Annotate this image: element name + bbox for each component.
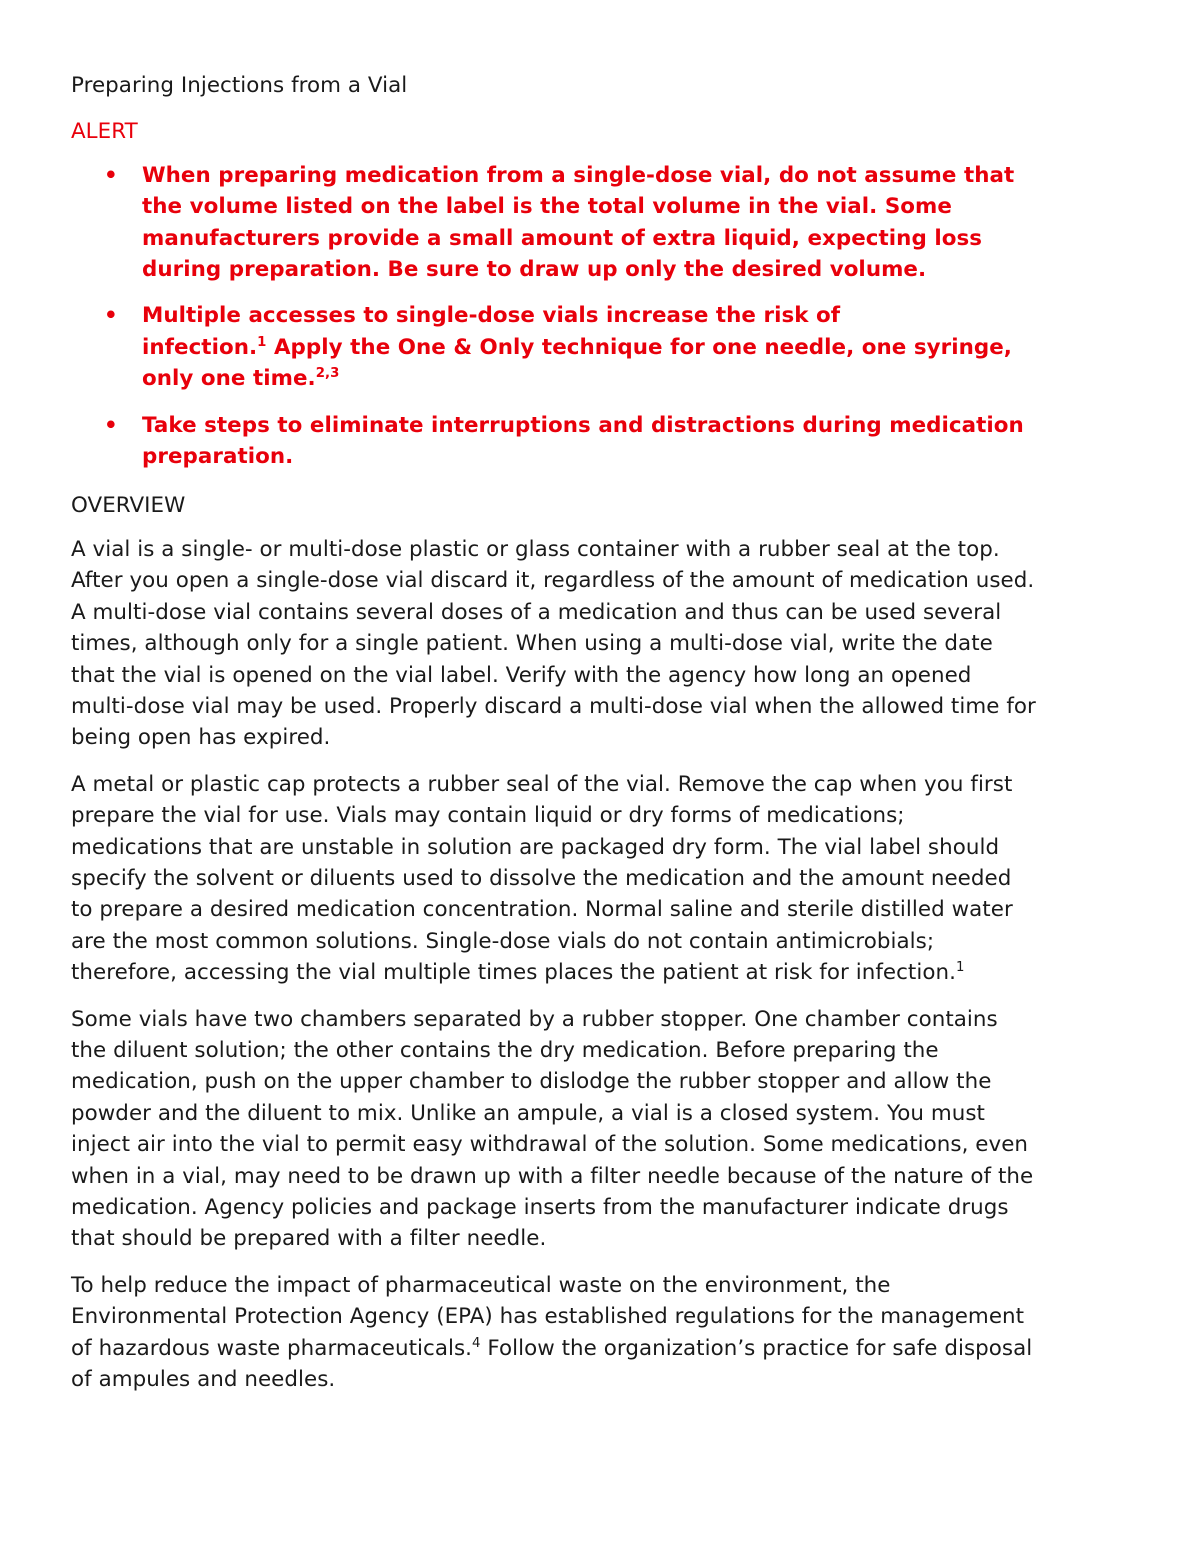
paragraph-line: medication. Agency policies and package inserts from the manufacturer indicate drugs <box>71 1195 1009 1220</box>
citation-superscript: 1 <box>257 334 267 350</box>
alert-line: Take steps to eliminate interruptions and distractions during medication <box>142 412 1024 438</box>
paragraph-line: medications that are unstable in solution are packaged dry form. The vial label should <box>71 834 1000 860</box>
paragraph-line: A vial is a single- or multi-dose plastic or glass container with a rubber seal at the top. <box>71 536 1000 562</box>
paragraph-vial-cap <box>71 769 1141 989</box>
paragraph-line: the diluent solution; the other contains the dry medication. Before preparing the <box>71 1037 939 1063</box>
citation-superscript: 1 <box>955 960 965 976</box>
document-page <box>71 70 1141 1410</box>
alert-line: during preparation. Be sure to draw up only the desired volume. <box>142 257 927 283</box>
alert-line: manufacturers provide a small amount of extra liquid, expecting loss <box>142 225 983 251</box>
alert-line: When preparing medication from a single-dose vial, do not assume that <box>142 162 1015 188</box>
bullet-icon: • <box>104 162 118 188</box>
citation-superscript: 2,3 <box>315 366 340 382</box>
paragraph-vial-types <box>71 534 1141 754</box>
alert-text: only one time. <box>142 366 316 392</box>
paragraph-line: multi-dose vial may be used. Properly discard a multi-dose vial when the allowed time for <box>71 693 1036 719</box>
alert-line: Multiple accesses to single-dose vials increase the risk of <box>142 303 841 329</box>
alert-text: Apply the One & Only technique for one needle, one syringe, <box>266 334 1012 360</box>
paragraph-text: of hazardous waste pharmaceuticals. <box>71 1335 473 1361</box>
paragraph-text: therefore, accessing the vial multiple times places the patient at risk for infection. <box>71 960 956 986</box>
document-title: Preparing Injections from a Vial <box>71 73 408 98</box>
alert-item <box>71 410 1141 473</box>
alert-line <box>142 332 1141 363</box>
alert-line <box>142 363 1141 394</box>
paragraph-line: Environmental Protection Agency (EPA) has established regulations for the management <box>71 1304 1025 1330</box>
paragraph-line: Some vials have two chambers separated by a rubber stopper. One chamber contains <box>71 1006 998 1032</box>
paragraph-line: are the most common solutions. Single-dose vials do not contain antimicrobials; <box>71 928 935 954</box>
paragraph-line: inject air into the vial to permit easy withdrawal of the solution. Some medications, even <box>71 1132 1029 1158</box>
paragraph-line: To help reduce the impact of pharmaceutical waste on the environment, the <box>71 1272 891 1298</box>
alert-label: ALERT <box>71 119 138 145</box>
paragraph-line: that the vial is opened on the vial label. Verify with the agency how long an opened <box>71 662 972 688</box>
paragraph-line <box>71 957 1141 988</box>
overview-heading: OVERVIEW <box>71 493 186 519</box>
paragraph-line: After you open a single-dose vial discard it, regardless of the amount of medication used. <box>71 568 1035 594</box>
paragraph-waste-disposal <box>71 1270 1141 1396</box>
paragraph-line: medication, push on the upper chamber to dislodge the rubber stopper and allow the <box>71 1069 992 1095</box>
paragraph-two-chambers <box>71 1004 1141 1255</box>
paragraph-line: prepare the vial for use. Vials may contain liquid or dry forms of medications; <box>71 803 905 829</box>
paragraph-line: when in a vial, may need to be drawn up with a filter needle because of the nature of the <box>71 1163 1034 1189</box>
alert-item <box>71 160 1141 286</box>
bullet-icon: • <box>104 303 118 329</box>
citation-superscript: 4 <box>472 1335 481 1351</box>
alert-line: preparation. <box>142 444 294 470</box>
alert-list <box>71 160 1141 473</box>
paragraph-text: Follow the organization’s practice for safe disposal <box>480 1335 1033 1361</box>
paragraph-line: of ampules and needles. <box>71 1367 336 1393</box>
alert-line: the volume listed on the label is the total volume in the vial. Some <box>142 194 952 220</box>
paragraph-line: powder and the diluent to mix. Unlike an ampule, a vial is a closed system. You must <box>71 1100 985 1126</box>
paragraph-line: A metal or plastic cap protects a rubber seal of the vial. Remove the cap when you first <box>71 771 1013 797</box>
paragraph-line: specify the solvent or diluents used to dissolve the medication and the amount needed <box>71 865 1012 891</box>
paragraph-line: that should be prepared with a filter needle. <box>71 1226 547 1252</box>
paragraph-line: to prepare a desired medication concentration. Normal saline and sterile distilled water <box>71 897 1013 923</box>
paragraph-line: being open has expired. <box>71 725 331 751</box>
paragraph-line <box>71 1333 1141 1364</box>
bullet-icon: • <box>104 412 118 438</box>
alert-text: infection. <box>142 334 258 360</box>
paragraph-line: times, although only for a single patient. When using a multi-dose vial, write the date <box>71 631 993 657</box>
paragraph-line: A multi-dose vial contains several doses of a medication and thus can be used several <box>71 599 1002 625</box>
alert-item <box>71 300 1141 394</box>
